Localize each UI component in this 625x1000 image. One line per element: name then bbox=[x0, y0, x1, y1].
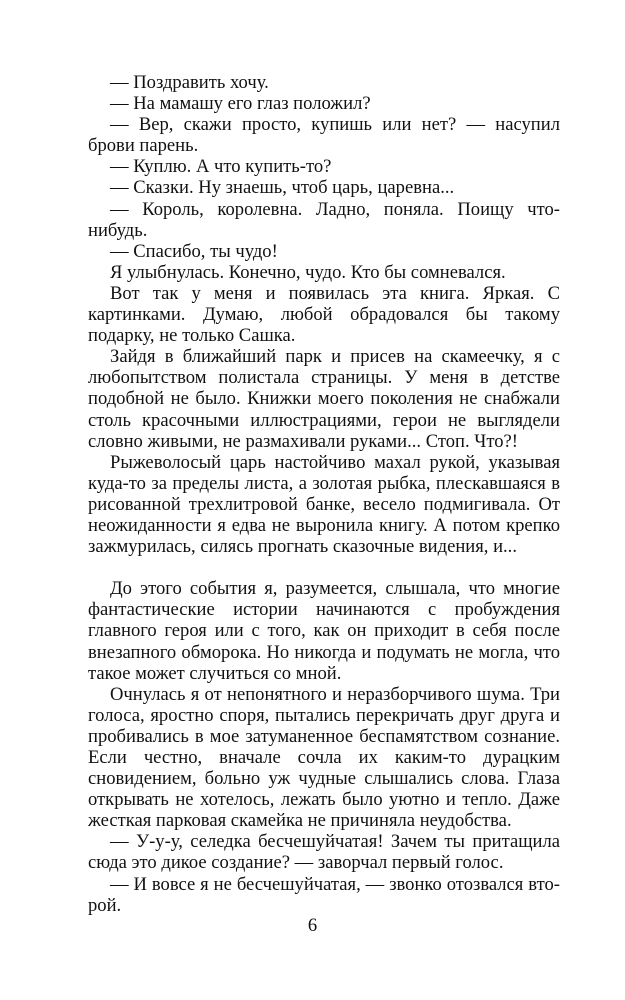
page-text bbox=[88, 72, 560, 916]
paragraph: — Спасибо, ты чудо! bbox=[110, 240, 278, 262]
paragraph: — У-у-у, селедка бесчешуйчатая! Зачем ты притащила сюда это дикое создание? — заворчал первый голос. bbox=[88, 831, 560, 874]
page-number: 6 bbox=[307, 915, 318, 936]
paragraph: — Король, королевна. Ладно, поняла. Поищу что-нибудь. bbox=[88, 198, 560, 241]
section-break bbox=[88, 557, 560, 578]
paragraph: — Куплю. А что купить-то? bbox=[110, 156, 332, 178]
paragraph: Вот так у меня и появилась эта книга. Яркая. С картинками. Думаю, любой обрадовался бы такому подарку, не только Сашка. bbox=[88, 282, 560, 347]
paragraph: Рыжеволосый царь настойчиво махал рукой, указывая куда-то за пределы листа, а золотая рыбка, плескавшаяся в рисованной трехлитровой банке, весело подмигивала. От неожиданности я едва не выронила книгу. А потом крепко зажмурилась, силясь прогнать сказочные видения, и... bbox=[88, 451, 560, 558]
paragraph: — И вовсе я не бесчешуйчатая, — звонко отозвался второй. bbox=[88, 873, 560, 916]
paragraph: Очнулась я от непонятного и неразборчивого шума. Три голоса, яростно споря, пытались перекричать друг друга и пробивались в мое затуманенное беспамятством сознание. Если честно, вначале сочла их каким-то дурацким сновидением, больно уж чудные слышались слова. Глаза открывать не хотелось, лежать было уютно и тепло. Даже жесткая парковая скамейка не причиняла неудобства. bbox=[88, 683, 560, 832]
paragraph: Я улыбнулась. Конечно, чудо. Кто бы сомневался. bbox=[110, 261, 506, 283]
paragraph: — Сказки. Ну знаешь, чтоб царь, царевна... bbox=[110, 177, 455, 199]
paragraph: — Поздравить хочу. bbox=[110, 72, 269, 93]
paragraph: — Вер, скажи просто, купишь или нет? — насупил брови парень. bbox=[88, 114, 560, 157]
paragraph: — На мамашу его глаз положил? bbox=[110, 93, 371, 115]
paragraph: Зайдя в ближайший парк и присев на скамеечку, я с любопытством полистала страницы. У меня в детстве подобной не было. Книжки моего поколения не снабжали столь красочными иллюстрациями, герои не выглядели словно живыми, не размахивали руками... Стоп. Что?! bbox=[88, 346, 560, 452]
paragraph: До этого события я, разумеется, слышала, что многие фантастические истории начинаются с пробуждения главного героя или с того, как он приходит в себя после внезапного обморока. Но никогда и подумать не могла, что такое может случиться со мной. bbox=[88, 578, 560, 684]
